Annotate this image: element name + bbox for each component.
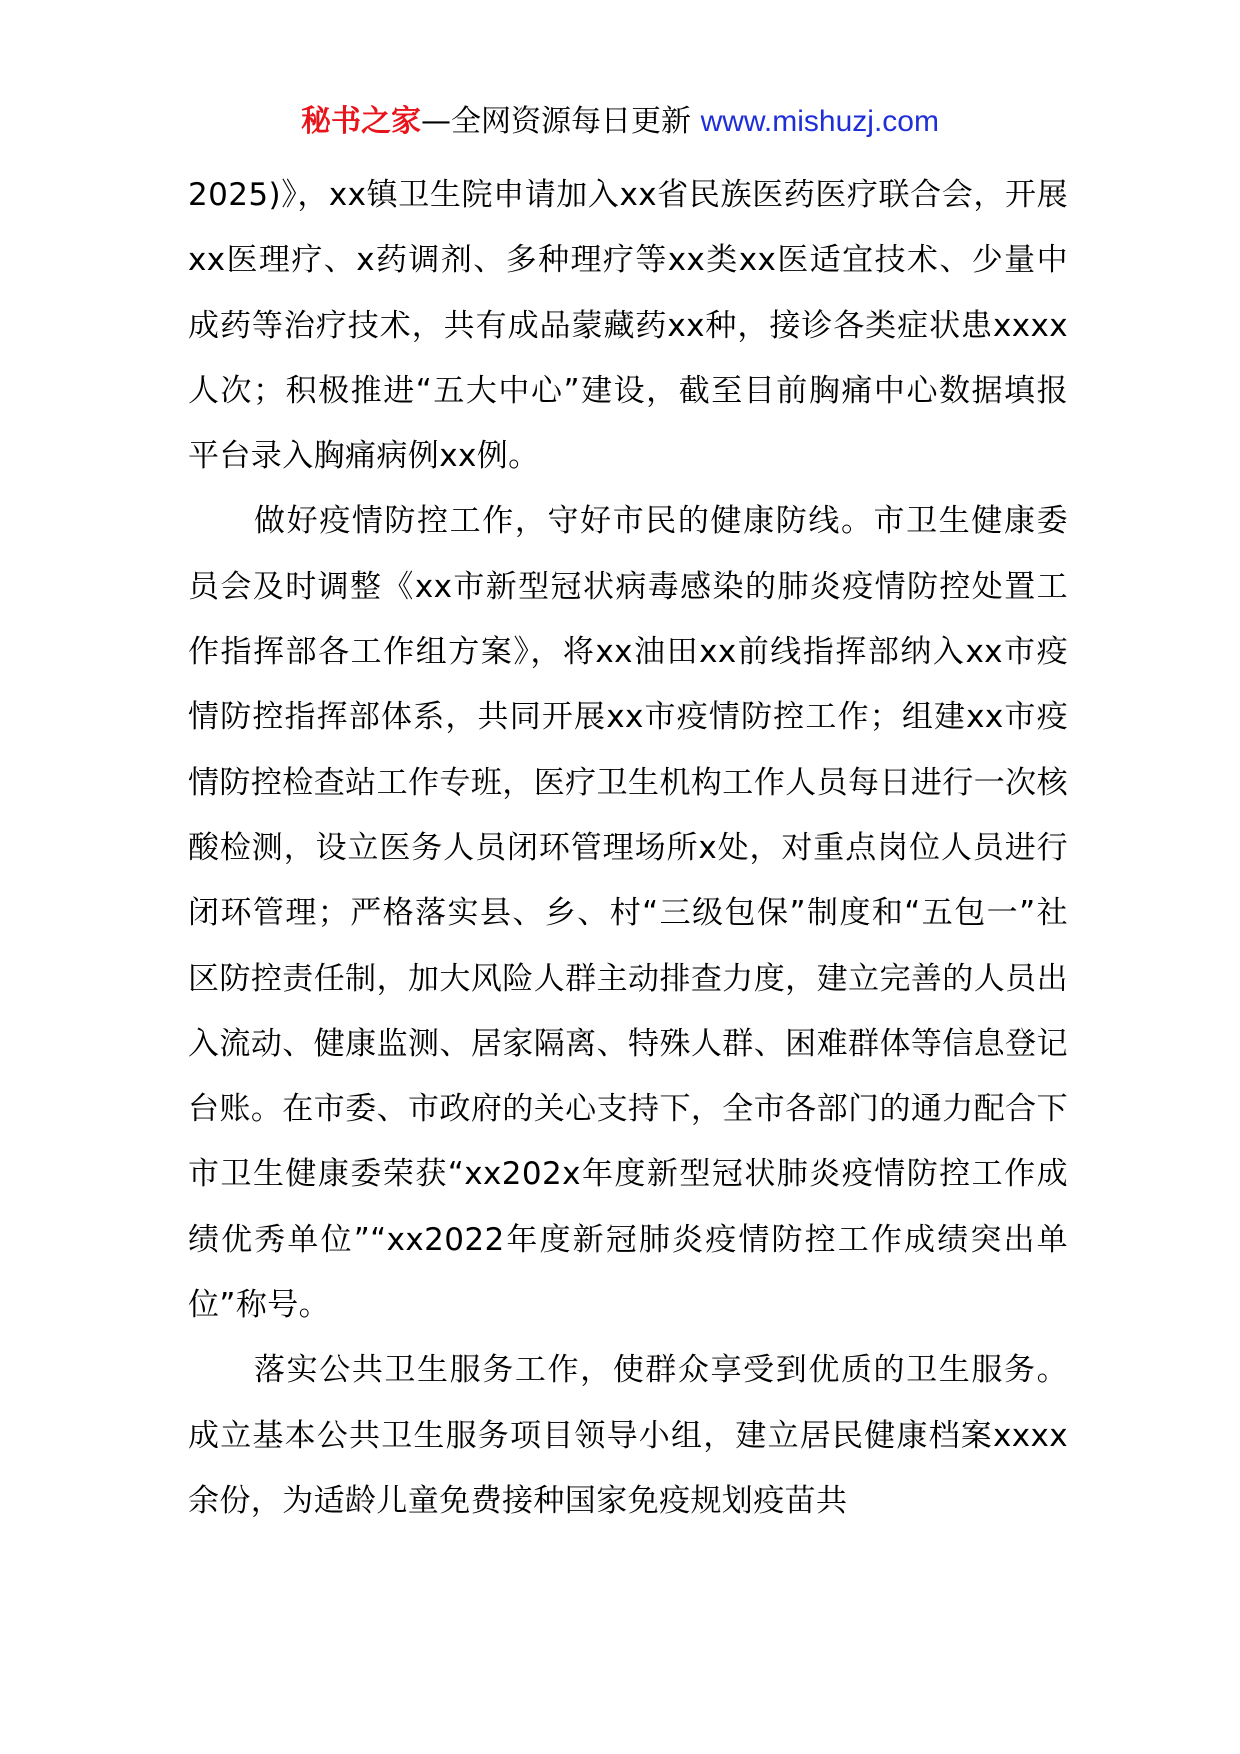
brand-name: 秘书之家 (301, 104, 422, 139)
paragraph-continuation: 2025)》，xx镇卫生院申请加入xx省民族医药医疗联合会，开展xx医理疗、x药调剂、多种理疗等xx类xx医适宜技术、少量中成药等治疗技术，共有成品蒙藏药xx种，接诊各类症状患xxxx人次；积极推进“五大中心”建设，截至目前胸痛中心数据填报平台录入胸痛病例xx例。 (188, 177, 1068, 475)
site-url-link[interactable]: www.mishuzj.com (700, 105, 939, 138)
site-header (0, 100, 1240, 144)
paragraph-public-health: 落实公共卫生服务工作，使群众享受到优质的卫生服务。成立基本公共卫生服务项目领导小组，建立居民健康档案xxxx余份，为适龄儿童免费接种国家免疫规划疫苗共 (188, 1352, 1068, 1519)
paragraph-epidemic-control: 做好疫情防控工作，守好市民的健康防线。市卫生健康委员会及时调整《xx市新型冠状病毒感染的肺炎疫情防控处置工作指挥部各工作组方案》，将xx油田xx前线指挥部纳入xx市疫情防控指挥部体系，共同开展xx市疫情防控工作；组建xx市疫情防控检查站工作专班，医疗卫生机构工作人员每日进行一次核酸检测，设立医务人员闭环管理场所x处，对重点岗位人员进行闭环管理；严格落实县、乡、村“三级包保”制度和“五包一”社区防控责任制，加大风险人群主动排查力度，建立完善的人员出入流动、健康监测、居家隔离、特殊人群、困难群体等信息登记台账。在市委、市政府的关心支持下，全市各部门的通力配合下市卫生健康委荣获“xx202x年度新型冠状肺炎疫情防控工作成绩优秀单位”“xx2022年度新冠肺炎疫情防控工作成绩突出单位”称号。 (188, 503, 1068, 1324)
header-tagline: —全网资源每日更新 (421, 104, 692, 139)
document-body (188, 163, 1068, 1534)
